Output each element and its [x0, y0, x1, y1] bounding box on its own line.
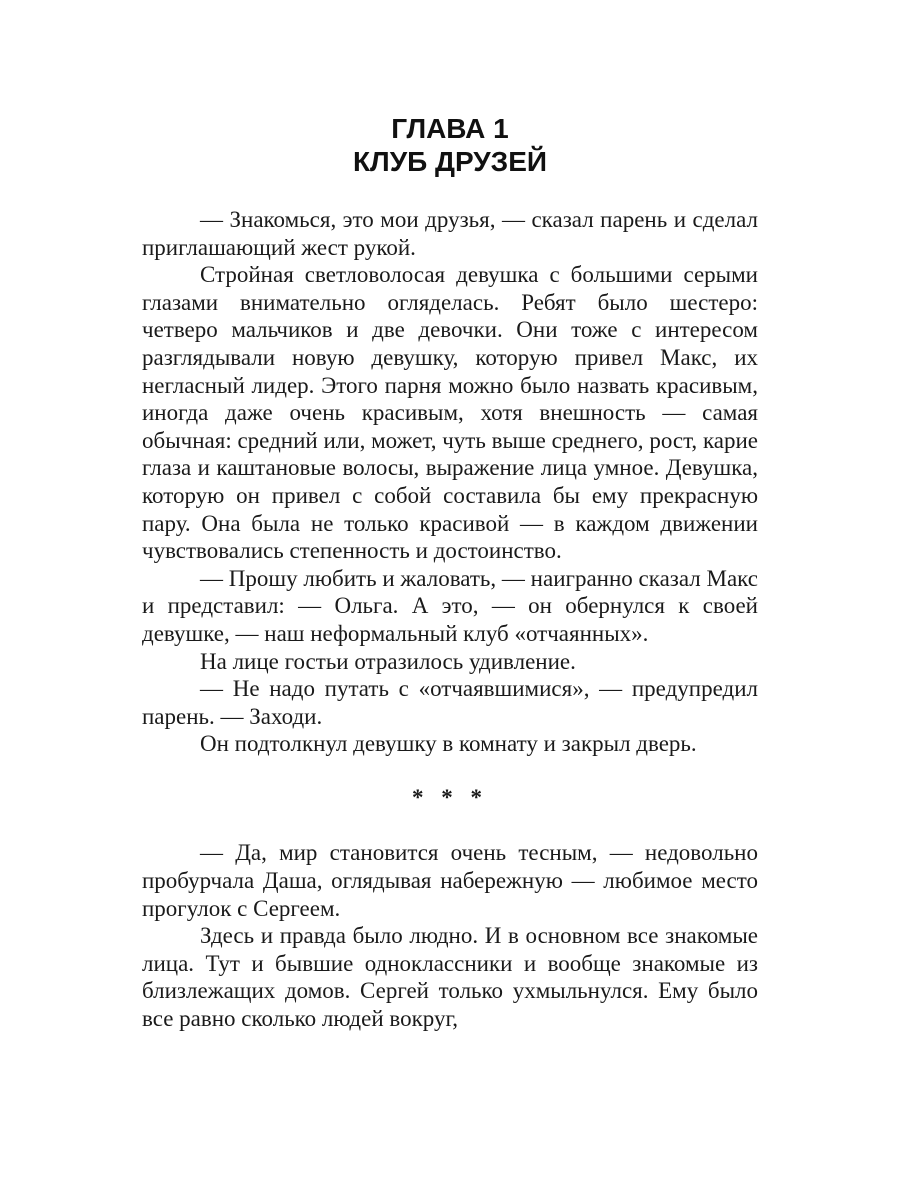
scene-break: * * * [412, 784, 488, 810]
paragraph: Он подтолкнул девушку в комнату и закрыл дверь. [200, 731, 697, 757]
paragraph: — Не надо путать с «отчаявшимися», — предупредил парень. — Заходи. [142, 676, 758, 729]
chapter-title: КЛУБ ДРУЗЕЙ [352, 146, 548, 177]
chapter-body-part1 [142, 206, 758, 758]
paragraph: Стройная светловолосая девушка с большими серыми глазами внимательно огляделась. Ребят было шестеро: четверо мальчиков и две девочки. Они тоже с интересом разглядывали новую девушку, которую привел Макс, их негласный лидер. Этого парня можно было назвать красивым, иногда даже очень красивым, хотя внешность — самая обычная: средний или, может, чуть выше среднего, рост, карие глаза и каштановые волосы, выражение лица умное. Девушка, которую он привел с собой составила бы ему прекрасную пару. Она была не только красивой — в каждом движении чувствовались степенность и достоинство. [142, 262, 758, 564]
paragraph: Здесь и правда было людно. И в основном все знакомые лица. Тут и бывшие одноклассники и вообще знакомые из близлежащих домов. Сергей только ухмыльнулся. Ему было все равно сколько людей вокруг, [142, 923, 758, 1032]
paragraph: — Да, мир становится очень тесным, — недовольно пробурчала Даша, оглядывая набережную — любимое место прогулок с Сергеем. [142, 840, 758, 921]
paragraph: На лице гостьи отразилось удивление. [200, 648, 576, 674]
paragraph: — Прошу любить и жаловать, — наигранно сказал Макс и представил: — Ольга. А это, — он обернулся к своей девушке, — наш неформальный клуб «отчаянных». [142, 565, 758, 646]
paragraph: — Знакомься, это мои друзья, — сказал парень и сделал приглашающий жест рукой. [142, 207, 758, 260]
chapter-number: ГЛАВА 1 [391, 113, 509, 144]
chapter-body-part2 [142, 839, 758, 1032]
chapter-heading [142, 112, 758, 178]
book-page [142, 112, 758, 1033]
